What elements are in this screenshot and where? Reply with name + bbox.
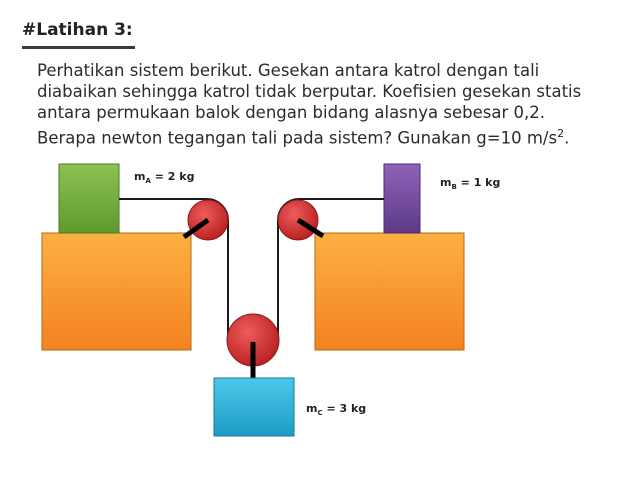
block-a (59, 164, 119, 233)
right-table (315, 233, 464, 350)
problem-line-text: Berapa newton tegangan tali pada sistem? Gunakan g=10 m/s (37, 128, 558, 148)
problem-line: Perhatikan sistem berikut. Gesekan antara katrol dengan tali (37, 61, 540, 80)
problem-line: antara permukaan balok dengan bidang alasnya sebesar 0,2. (37, 103, 545, 122)
problem-period: . (564, 128, 570, 148)
problem-line: diabaikan sehingga katrol tidak berputar. Koefisien gesekan statis (37, 82, 582, 101)
exercise-heading: #Latihan 3: (22, 20, 133, 40)
right-pulley (278, 200, 323, 240)
mass-label-a: $m_A = 2$ kg (134, 170, 195, 185)
block-b (384, 164, 420, 233)
left-table (42, 233, 191, 350)
mass-label-c: $m_C = 3$ kg (306, 402, 367, 417)
mass-label-b: $m_B = 1$ kg (440, 176, 501, 191)
block-c (214, 378, 294, 436)
problem-exponent: 2 (557, 127, 565, 140)
left-pulley (184, 200, 228, 240)
movable-pulley (227, 314, 279, 382)
